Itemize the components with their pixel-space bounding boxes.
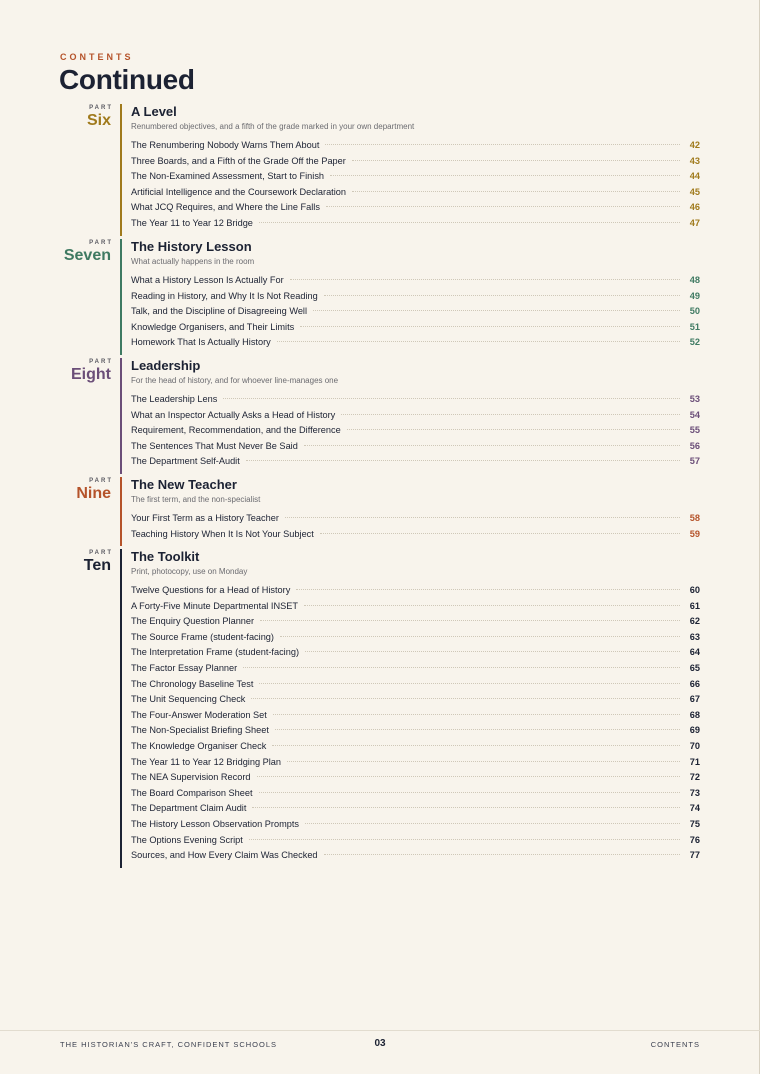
dot-leader xyxy=(304,445,680,446)
entry-title: The Options Evening Script xyxy=(131,834,243,845)
entry-page-number: 66 xyxy=(689,678,700,689)
dot-leader xyxy=(305,823,680,824)
toc-entry[interactable] xyxy=(131,200,700,216)
entry-page-number: 77 xyxy=(689,850,700,861)
dot-leader xyxy=(252,807,680,808)
entry-page-number: 65 xyxy=(689,662,700,673)
part-number: Nine xyxy=(76,485,111,502)
toc-entry[interactable] xyxy=(131,304,700,320)
entry-page-number: 44 xyxy=(689,171,700,182)
dot-leader xyxy=(243,667,680,668)
part-accent-bar xyxy=(120,549,122,868)
entry-title: The History Lesson Observation Prompts xyxy=(131,818,299,829)
part-number: Six xyxy=(86,112,111,129)
part-number: Eight xyxy=(71,366,111,383)
entry-title: The Interpretation Frame (student-facing) xyxy=(131,647,300,658)
toc-entry[interactable] xyxy=(131,723,700,739)
toc-entry[interactable] xyxy=(131,320,700,336)
entry-list xyxy=(131,392,700,470)
toc-entry[interactable] xyxy=(131,335,700,351)
entry-title: Twelve Questions for a Head of History xyxy=(131,585,291,595)
entry-page-number: 49 xyxy=(689,290,700,301)
toc-entry[interactable] xyxy=(131,645,700,661)
entry-list xyxy=(131,511,700,542)
entry-page-number: 58 xyxy=(689,513,700,523)
entry-title: Your First Term as a History Teacher xyxy=(131,513,279,523)
entry-title: The Non-Examined Assessment, Start to Finish xyxy=(131,171,325,182)
part-title: The New Teacher xyxy=(131,477,237,492)
part-kicker: PART xyxy=(89,478,113,484)
toc-entry[interactable] xyxy=(131,817,700,833)
entry-page-number: 56 xyxy=(689,440,700,451)
toc-entry[interactable] xyxy=(131,692,700,708)
part-label xyxy=(31,477,111,502)
part-accent-bar xyxy=(120,477,122,546)
entry-list xyxy=(131,583,700,864)
toc-entry[interactable] xyxy=(131,786,700,802)
dot-leader xyxy=(259,683,680,684)
entry-title: What an Inspector Actually Asks a Head of History xyxy=(131,409,336,420)
entry-title: The Year 11 to Year 12 Bridge xyxy=(131,217,253,228)
toc-entry[interactable] xyxy=(131,154,700,170)
dot-leader xyxy=(324,295,680,296)
part-label xyxy=(31,549,111,574)
entry-title: Artificial Intelligence and the Coursework Declaration xyxy=(131,186,346,197)
part-label xyxy=(31,239,111,264)
entry-title: The NEA Supervision Record xyxy=(131,772,251,783)
footer-book-title: THE HISTORIAN'S CRAFT, CONFIDENT SCHOOLS xyxy=(60,1040,278,1049)
toc-entry[interactable] xyxy=(131,833,700,849)
toc-entry[interactable] xyxy=(131,273,700,289)
entry-page-number: 47 xyxy=(689,217,700,228)
entry-page-number: 72 xyxy=(689,772,700,783)
entry-title: What a History Lesson Is Actually For xyxy=(131,275,284,285)
part-body xyxy=(131,477,700,542)
part-label xyxy=(31,104,111,129)
entry-title: The Department Self-Audit xyxy=(131,456,240,467)
toc-entry[interactable] xyxy=(131,408,700,424)
entry-title: The Sentences That Must Never Be Said xyxy=(131,440,298,451)
entry-list xyxy=(131,273,700,351)
entry-page-number: 61 xyxy=(689,600,700,611)
dot-leader xyxy=(259,222,680,223)
entry-title: The Factor Essay Planner xyxy=(131,662,238,673)
entry-page-number: 62 xyxy=(689,616,700,627)
toc-entry[interactable] xyxy=(131,216,700,232)
toc-entry[interactable] xyxy=(131,583,700,599)
entry-title: Sources, and How Every Claim Was Checked xyxy=(131,850,318,861)
entry-page-number: 53 xyxy=(689,394,700,404)
dot-leader xyxy=(326,206,680,207)
dot-leader xyxy=(260,620,680,621)
dot-leader xyxy=(347,429,680,430)
dot-leader xyxy=(246,460,680,461)
footer-section-label: CONTENTS xyxy=(650,1040,700,1049)
toc-entry[interactable] xyxy=(131,770,700,786)
dot-leader xyxy=(352,160,680,161)
dot-leader xyxy=(330,175,680,176)
contents-eyebrow: CONTENTS xyxy=(60,52,134,62)
entry-page-number: 63 xyxy=(689,631,700,642)
dot-leader xyxy=(257,776,681,777)
toc-entry[interactable] xyxy=(131,677,700,693)
part-title: The History Lesson xyxy=(131,239,252,254)
dot-leader xyxy=(324,854,680,855)
entry-title: The Non-Specialist Briefing Sheet xyxy=(131,725,269,736)
toc-entry[interactable] xyxy=(131,739,700,755)
toc-entry[interactable] xyxy=(131,185,700,201)
entry-page-number: 57 xyxy=(689,456,700,467)
part-number: Ten xyxy=(83,557,111,574)
dot-leader xyxy=(251,698,680,699)
toc-entry[interactable] xyxy=(131,392,700,408)
footer-page-number: 03 xyxy=(374,1038,386,1049)
part-subtitle: The first term, and the non-specialist xyxy=(131,495,261,504)
entry-title: What JCQ Requires, and Where the Line Falls xyxy=(131,202,320,213)
entry-title: The Department Claim Audit xyxy=(131,803,247,814)
toc-entry[interactable] xyxy=(131,527,700,543)
part-label xyxy=(31,358,111,383)
entry-page-number: 43 xyxy=(689,155,700,166)
part-kicker: PART xyxy=(89,240,113,246)
part-number: Seven xyxy=(63,247,111,264)
toc-entry[interactable] xyxy=(131,169,700,185)
toc-entry[interactable] xyxy=(131,755,700,771)
dot-leader xyxy=(313,310,680,311)
entry-title: The Renumbering Nobody Warns Them About xyxy=(131,140,320,150)
toc-entry[interactable] xyxy=(131,801,700,817)
dot-leader xyxy=(249,839,680,840)
dot-leader xyxy=(305,651,680,652)
entry-page-number: 45 xyxy=(689,186,700,197)
part-kicker: PART xyxy=(89,359,113,365)
dot-leader xyxy=(280,636,680,637)
entry-page-number: 46 xyxy=(689,202,700,213)
dot-leader xyxy=(275,729,680,730)
entry-page-number: 59 xyxy=(689,528,700,539)
part-body xyxy=(131,358,700,470)
dot-leader xyxy=(290,279,680,280)
dot-leader xyxy=(223,398,680,399)
entry-title: The Enquiry Question Planner xyxy=(131,616,255,627)
entry-page-number: 69 xyxy=(689,725,700,736)
dot-leader xyxy=(287,761,680,762)
part-title: Leadership xyxy=(131,358,201,373)
entry-title: The Chronology Baseline Test xyxy=(131,678,254,689)
toc-entry[interactable] xyxy=(131,708,700,724)
toc-entry[interactable] xyxy=(131,289,700,305)
entry-page-number: 73 xyxy=(689,787,700,798)
entry-page-number: 42 xyxy=(689,140,700,150)
entry-page-number: 55 xyxy=(689,425,700,436)
dot-leader xyxy=(285,517,680,518)
entry-page-number: 75 xyxy=(689,818,700,829)
entry-page-number: 48 xyxy=(689,275,700,285)
toc-entry[interactable] xyxy=(131,439,700,455)
part-title: The Toolkit xyxy=(131,549,200,564)
part-title: A Level xyxy=(131,104,177,119)
entry-page-number: 67 xyxy=(689,694,700,705)
entry-title: A Forty-Five Minute Departmental INSET xyxy=(131,600,298,611)
entry-title: Talk, and the Discipline of Disagreeing Well xyxy=(131,306,308,317)
dot-leader xyxy=(296,589,680,590)
entry-title: Knowledge Organisers, and Their Limits xyxy=(131,321,295,332)
toc-entry[interactable] xyxy=(131,511,700,527)
toc-entry[interactable] xyxy=(131,848,700,864)
entry-title: The Leadership Lens xyxy=(131,394,218,404)
entry-title: The Unit Sequencing Check xyxy=(131,694,246,705)
entry-page-number: 52 xyxy=(689,337,700,348)
dot-leader xyxy=(325,144,680,145)
entry-page-number: 60 xyxy=(689,585,700,595)
dot-leader xyxy=(300,326,680,327)
entry-page-number: 64 xyxy=(689,647,700,658)
entry-page-number: 51 xyxy=(689,321,700,332)
footer-rule xyxy=(0,1030,760,1031)
dot-leader xyxy=(272,745,680,746)
toc-entry[interactable] xyxy=(131,599,700,615)
entry-page-number: 50 xyxy=(689,306,700,317)
entry-page-number: 74 xyxy=(689,803,700,814)
entry-list xyxy=(131,138,700,232)
part-body xyxy=(131,549,700,864)
part-body xyxy=(131,239,700,351)
dot-leader xyxy=(341,414,680,415)
toc-entry[interactable] xyxy=(131,423,700,439)
entry-title: Homework That Is Actually History xyxy=(131,337,271,348)
toc-entry[interactable] xyxy=(131,614,700,630)
entry-title: The Year 11 to Year 12 Bridging Plan xyxy=(131,756,282,767)
page-title: Continued xyxy=(59,64,195,95)
part-subtitle: Renumbered objectives, and a fifth of the grade marked in your own department xyxy=(131,122,415,131)
part-subtitle: What actually happens in the room xyxy=(131,257,255,266)
entry-title: The Four-Answer Moderation Set xyxy=(131,709,267,720)
part-accent-bar xyxy=(120,358,122,474)
entry-title: The Knowledge Organiser Check xyxy=(131,740,267,751)
entry-page-number: 70 xyxy=(689,740,700,751)
part-kicker: PART xyxy=(89,550,113,556)
entry-page-number: 71 xyxy=(689,756,700,767)
dot-leader xyxy=(259,792,680,793)
entry-title: Teaching History When It Is Not Your Subject xyxy=(131,528,314,539)
part-body xyxy=(131,104,700,232)
part-kicker: PART xyxy=(89,105,113,111)
toc-entry[interactable] xyxy=(131,454,700,470)
entry-page-number: 54 xyxy=(689,409,700,420)
part-subtitle: For the head of history, and for whoever line-manages one xyxy=(131,376,339,385)
part-subtitle: Print, photocopy, use on Monday xyxy=(131,567,248,576)
entry-page-number: 76 xyxy=(689,834,700,845)
dot-leader xyxy=(273,714,680,715)
toc-entry[interactable] xyxy=(131,661,700,677)
part-accent-bar xyxy=(120,239,122,355)
dot-leader xyxy=(352,191,680,192)
toc-entry[interactable] xyxy=(131,630,700,646)
dot-leader xyxy=(320,533,680,534)
toc-entry[interactable] xyxy=(131,138,700,154)
entry-title: Requirement, Recommendation, and the Difference xyxy=(131,425,341,436)
part-accent-bar xyxy=(120,104,122,236)
dot-leader xyxy=(304,605,680,606)
entry-title: The Board Comparison Sheet xyxy=(131,787,253,798)
entry-title: Three Boards, and a Fifth of the Grade Off the Paper xyxy=(131,155,346,166)
dot-leader xyxy=(277,341,680,342)
entry-title: The Source Frame (student-facing) xyxy=(131,631,274,642)
entry-page-number: 68 xyxy=(689,709,700,720)
entry-title: Reading in History, and Why It Is Not Reading xyxy=(131,290,318,301)
